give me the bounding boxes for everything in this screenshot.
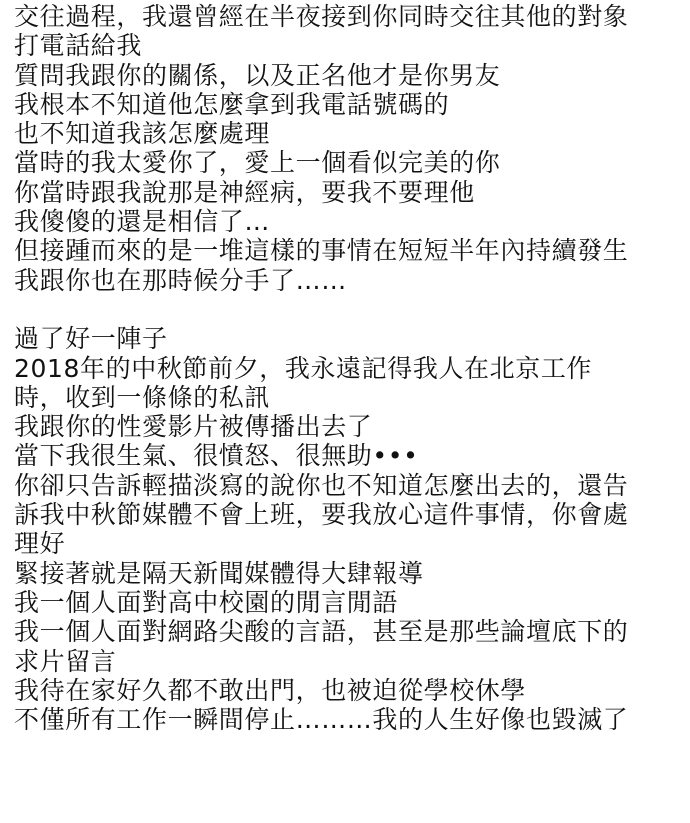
paragraph-gap — [14, 295, 684, 324]
text-line: 我傻傻的還是相信了… — [14, 207, 271, 237]
text-line: 我待在家好久都不敢出門，也被迫從學校休學 — [14, 675, 527, 705]
post-body — [14, 2, 684, 734]
text-line: 我一個人面對高中校園的閒言閒語 — [14, 587, 399, 617]
text-line: 2018年的中秋節前夕，我永遠記得我人在北京工作 — [14, 353, 593, 383]
text-line: 我跟你也在那時候分手了…… — [14, 265, 347, 295]
text-line: 我一個人面對網路尖酸的言語，甚至是那些論壇底下的 — [14, 617, 629, 647]
text-line: 交往過程，我還曾經在半夜接到你同時交往其他的對象 — [14, 2, 629, 31]
text-line: 我跟你的性愛影片被傳播出去了 — [14, 412, 373, 442]
text-line: 求片留言 — [14, 646, 117, 676]
paragraph-1 — [14, 2, 684, 295]
text-line: 過了好一陣子 — [14, 324, 168, 354]
text-line: 打電話給我 — [14, 31, 143, 61]
text-line: 緊接著就是隔天新聞媒體得大肆報導 — [14, 558, 424, 588]
text-line: 我根本不知道他怎麼拿到我電話號碼的 — [14, 89, 450, 119]
text-line: 你卻只告訴輕描淡寫的說你也不知道怎麼出去的，還告 — [14, 470, 629, 500]
text-line: 時，收到一條條的私訊 — [14, 382, 271, 412]
text-line: 當下我很生氣、很憤怒、很無助••• — [14, 441, 419, 471]
text-line: 訴我中秋節媒體不會上班，要我放心這件事情，你會處 — [14, 500, 629, 530]
text-line: 質問我跟你的關係，以及正名他才是你男友 — [14, 60, 501, 90]
text-line: 不僅所有工作一瞬間停止………我的人生好像也毀滅了 — [14, 705, 629, 735]
paragraph-2 — [14, 324, 684, 734]
text-line: 理好 — [14, 529, 66, 559]
text-line: 你當時跟我說那是神經病，要我不要理他 — [14, 177, 475, 207]
text-line: 也不知道我該怎麼處理 — [14, 119, 271, 149]
text-line: 當時的我太愛你了，愛上一個看似完美的你 — [14, 148, 501, 178]
text-line: 但接踵而來的是一堆這樣的事情在短短半年內持續發生 — [14, 236, 629, 266]
